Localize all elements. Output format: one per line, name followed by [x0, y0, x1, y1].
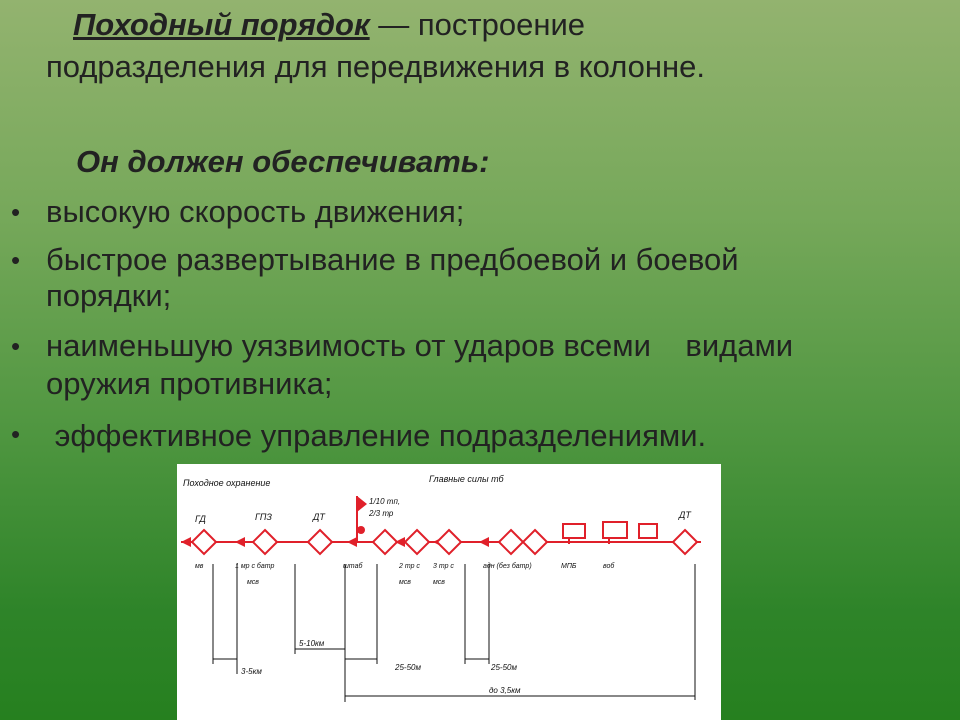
unit-top-label: ДТ: [313, 512, 325, 522]
bullet-item-1: высокую скорость движения;: [46, 194, 465, 229]
unit-bottom-label: адн (без батр): [483, 563, 532, 570]
bullet-item-3-line-2: оружия противника;: [46, 366, 333, 401]
definition-line-2: подразделения для передвижения в колонне.: [46, 49, 705, 84]
definition-rest: — построение: [369, 7, 586, 42]
unit-symbol: [395, 530, 429, 554]
distance-label: до 3,5км: [489, 686, 521, 695]
bullet-item-2-line-1: быстрое развертывание в предбоевой и боевой: [46, 242, 739, 277]
unit-symbol: [308, 530, 332, 554]
unit-symbol: [603, 522, 657, 544]
flag-note-2: 2/3 тр: [369, 509, 394, 518]
header-right: Главные силы тб: [429, 474, 504, 484]
flag-note-1: 1/10 тп,: [369, 497, 401, 506]
dimension-lines: [213, 564, 695, 702]
subheading: Он должен обеспечивать:: [76, 144, 490, 179]
bullet-marker: •: [11, 331, 21, 361]
distance-label: 5-10км: [299, 639, 325, 648]
unit-bottom-label: штаб: [343, 563, 363, 570]
unit-bottom-label: мв: [195, 563, 204, 570]
definition-line-1: [73, 5, 585, 45]
distance-label: 3-5км: [241, 667, 262, 676]
march-order-diagram: [177, 464, 721, 720]
march-order-svg: [177, 464, 721, 720]
bullet-item-4: эффективное управление подразделениями.: [46, 418, 707, 453]
bullet-marker: •: [11, 245, 21, 275]
distance-label: 25-50м: [491, 663, 517, 672]
unit-bottom-label: 2 тр с: [399, 563, 420, 570]
unit-bottom-label: МПБ: [561, 563, 577, 570]
unit-symbol: [235, 530, 277, 554]
bullet-item-2-line-2: порядки;: [46, 278, 172, 313]
definition-term: Походный порядок: [73, 7, 370, 42]
unit-bottom-label: 3 тр с: [433, 563, 454, 570]
unit-symbol: [347, 530, 397, 554]
unit-bottom-label-2: мсв: [247, 579, 259, 586]
unit-bottom-label-2: мсв: [433, 579, 445, 586]
flag-icon: [357, 496, 367, 542]
unit-top-label: ГД: [195, 514, 206, 524]
distance-label: 25-50м: [395, 663, 421, 672]
unit-symbol: [181, 530, 216, 554]
unit-top-label: ГПЗ: [255, 512, 272, 522]
bullet-marker: •: [11, 197, 21, 227]
unit-bottom-label: 1 мр с батр: [235, 563, 275, 570]
unit-top-label: ДТ: [679, 510, 691, 520]
bullet-item-3-line-1: наименьшую уязвимость от ударов всеми видами: [46, 328, 794, 363]
unit-bottom-label-2: мсв: [399, 579, 411, 586]
bullet-marker: •: [11, 419, 21, 449]
header-left: Походное охранение: [183, 478, 271, 488]
unit-symbol: [673, 530, 697, 554]
unit-symbol: [433, 530, 461, 554]
unit-bottom-label: воб: [603, 563, 615, 570]
